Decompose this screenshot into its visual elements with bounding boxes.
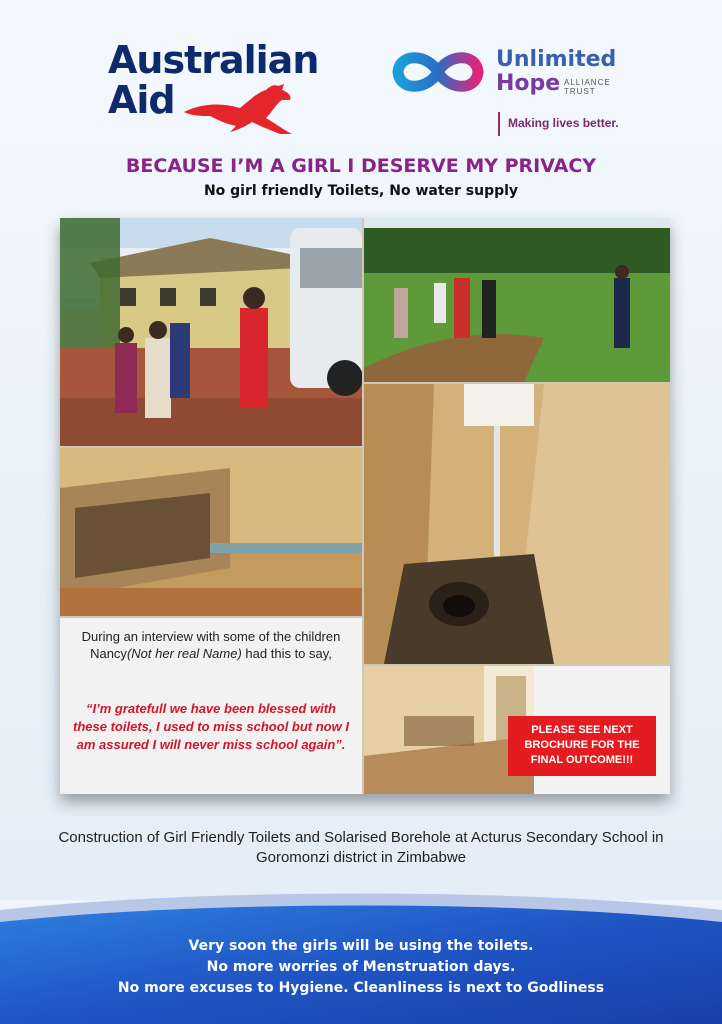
next-brochure-badge: PLEASE SEE NEXT BROCHURE FOR THE FINAL OUTCOME!!! — [508, 716, 656, 776]
logo-tagline: Making lives better. — [508, 116, 619, 130]
interview-quote: “I’m gratefull we have been blessed with these toilets, I used to miss school but now I am assured I will never miss school again”. — [73, 701, 349, 752]
page-subheadline: No girl friendly Toilets, No water supply — [203, 183, 519, 199]
logo-text-unlimited: Unlimited — [496, 47, 617, 72]
photo-toilet-interior — [364, 384, 670, 664]
photo-damaged-sink — [60, 448, 362, 616]
logo-text-australian: Australian — [108, 38, 319, 82]
footer-line-2: No more worries of Menstruation days. — [206, 959, 516, 975]
interview-intro-italic: (Not her real Name) — [126, 646, 242, 661]
logo-text-alliance: ALLIANCE — [564, 78, 611, 87]
logo-divider — [498, 112, 500, 136]
kangaroo-icon — [180, 82, 300, 138]
photo-visitors-at-school — [60, 218, 362, 446]
logo-text-aid: Aid — [108, 78, 175, 122]
footer-line-1: Very soon the girls will be using the toilets. — [188, 938, 534, 954]
project-caption: Construction of Girl Friendly Toilets and Solarised Borehole at Acturus Secondary School in Goromonzi district in Zimbabwe — [58, 829, 664, 866]
photo-field-survey — [364, 218, 670, 382]
interview-intro-suffix: had this to say, — [241, 646, 332, 661]
logo-text-hope: Hope — [496, 71, 561, 96]
page-headline: BECAUSE I’M A GIRL I DESERVE MY PRIVACY — [125, 155, 597, 177]
unlimited-hope-logo — [388, 44, 648, 144]
logo-text-trust: TRUST — [564, 87, 596, 96]
photo-collage — [60, 218, 670, 794]
interview-quote-box — [60, 618, 362, 794]
australian-aid-logo — [108, 40, 338, 140]
footer-message — [0, 936, 722, 999]
interview-intro-prefix: During an interview with some of the children Nancy — [81, 629, 341, 661]
infinity-icon — [388, 44, 488, 100]
interview-intro — [80, 628, 342, 662]
footer-line-3: No more excuses to Hygiene. Cleanliness is next to Godliness — [117, 980, 605, 996]
